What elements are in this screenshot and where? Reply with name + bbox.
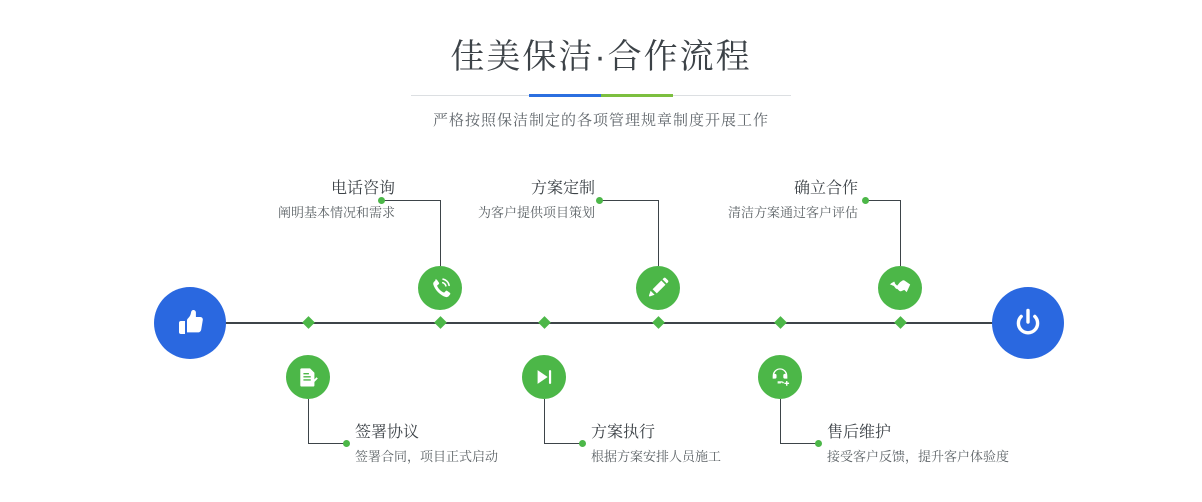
connector-hline-4 [544, 443, 582, 444]
step-desc-5: 清洁方案通过客户评估 [727, 205, 858, 220]
pen-ruler-icon [646, 276, 670, 300]
step-icon-1 [418, 266, 462, 310]
page-subtitle: 严格按照保洁制定的各项管理规章制度开展工作 [432, 112, 769, 129]
step-title-1: 电话咨询 [330, 180, 395, 197]
connector-hline-6 [780, 443, 818, 444]
connector-dot-3 [596, 197, 603, 204]
connector-vline-2 [308, 399, 309, 443]
phone-ring-icon [428, 276, 452, 300]
step-label-4 [591, 422, 721, 468]
step-icon-5 [878, 266, 922, 310]
thumbs-up-icon [172, 305, 208, 341]
step-desc-1: 阐明基本情况和需求 [277, 205, 395, 220]
axis-marker-2 [302, 316, 315, 329]
step-desc-2: 签署合同，项目正式启动 [355, 449, 499, 464]
step-title-5: 确立合作 [793, 180, 858, 197]
connector-dot-6 [815, 440, 822, 447]
flow-end-node [992, 287, 1064, 359]
step-label-2 [355, 422, 498, 468]
step-label-3 [455, 178, 595, 224]
step-title-2: 签署协议 [355, 424, 420, 441]
step-icon-2 [286, 355, 330, 399]
step-desc-3: 为客户提供项目策划 [477, 205, 595, 220]
connector-vline-5 [900, 200, 901, 266]
step-title-4: 方案执行 [591, 424, 656, 441]
step-label-1 [255, 178, 395, 224]
document-edit-icon [297, 366, 319, 388]
title-divider [411, 94, 791, 97]
page-header [0, 34, 1202, 130]
connector-hline-5 [866, 200, 900, 201]
step-label-6 [827, 422, 1009, 468]
axis-marker-1 [434, 316, 447, 329]
step-icon-4 [522, 355, 566, 399]
connector-hline-3 [600, 200, 658, 201]
step-title-3: 方案定制 [530, 180, 595, 197]
step-icon-6 [758, 355, 802, 399]
step-label-5 [700, 178, 858, 224]
connector-vline-1 [440, 200, 441, 266]
process-flow [0, 150, 1202, 502]
flow-start-node [154, 287, 226, 359]
power-icon [1010, 305, 1046, 341]
axis-marker-3 [652, 316, 665, 329]
axis-marker-5 [894, 316, 907, 329]
step-desc-6: 接受客户反馈，提升客户体验度 [827, 449, 1010, 464]
step-icon-3 [636, 266, 680, 310]
play-next-icon [533, 366, 555, 388]
step-desc-4: 根据方案安排人员施工 [591, 449, 722, 464]
timeline-axis [160, 322, 1042, 324]
headset-support-icon [769, 366, 791, 388]
handshake-icon [888, 276, 912, 300]
connector-vline-4 [544, 399, 545, 443]
divider-segment-green [601, 94, 673, 97]
axis-marker-4 [538, 316, 551, 329]
connector-vline-3 [658, 200, 659, 266]
connector-dot-5 [862, 197, 869, 204]
step-title-6: 售后维护 [827, 424, 892, 441]
divider-segment-blue [529, 94, 601, 97]
axis-marker-6 [774, 316, 787, 329]
connector-hline-2 [308, 443, 346, 444]
connector-vline-6 [780, 399, 781, 443]
connector-dot-4 [579, 440, 586, 447]
page-title: 佳美保洁·合作流程 [450, 38, 752, 76]
connector-dot-2 [343, 440, 350, 447]
